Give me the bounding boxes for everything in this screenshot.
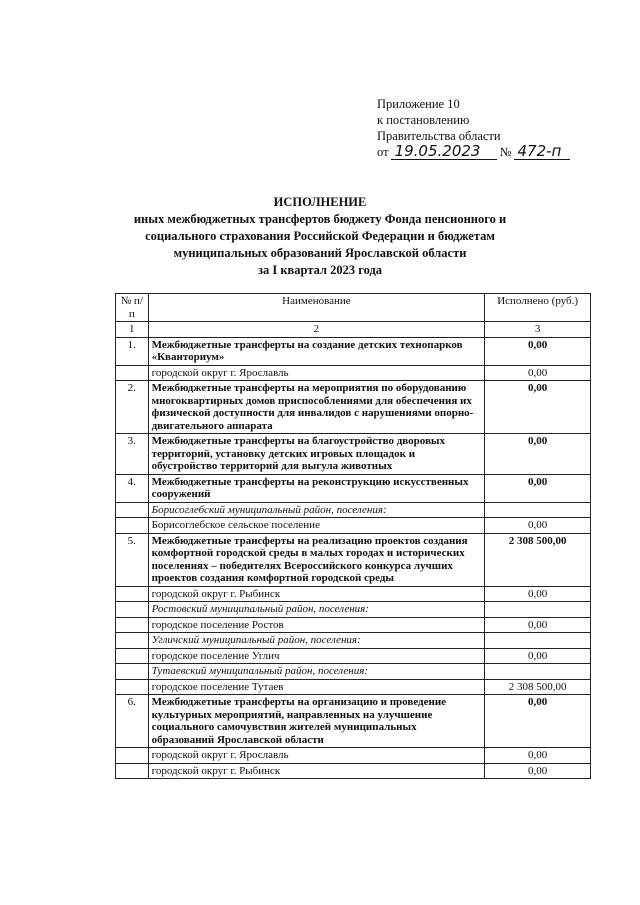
executed-amount: 0,00	[485, 695, 591, 748]
executed-amount: 0,00	[485, 337, 591, 365]
table-row	[116, 748, 591, 764]
header-value: Исполнено (руб.)	[485, 294, 591, 322]
column-number-row	[116, 322, 591, 338]
executed-amount: 0,00	[485, 434, 591, 475]
row-number	[116, 679, 149, 695]
col-number-2: 2	[148, 322, 485, 338]
row-number: 6.	[116, 695, 149, 748]
executed-amount: 2 308 500,00	[485, 679, 591, 695]
recipient-name: Борисоглебское сельское поселение	[148, 518, 485, 534]
table-row	[116, 502, 591, 518]
table-row	[116, 474, 591, 502]
district-name: Борисоглебский муниципальный район, поселения:	[148, 502, 485, 518]
recipient-name: городской округ г. Рыбинск	[148, 763, 485, 779]
transfer-name: Межбюджетные трансферты на мероприятия по оборудованию многоквартирных домов приспособлениями для обеспечения их физической доступности для инвалидов с нарушениями опорно-двигательного аппарата	[148, 381, 485, 434]
table-row	[116, 633, 591, 649]
executed-amount: 0,00	[485, 586, 591, 602]
row-number	[116, 365, 149, 381]
transfer-name: Межбюджетные трансферты на организацию и проведение культурных мероприятий, направленных на улучшение социального самочувствия жителей муниципальных образований Ярославской области	[148, 695, 485, 748]
row-number: 2.	[116, 381, 149, 434]
executed-amount: 0,00	[485, 381, 591, 434]
row-number	[116, 617, 149, 633]
transfer-name: Межбюджетные трансферты на создание детских технопарков «Кванториум»	[148, 337, 485, 365]
table-row	[116, 337, 591, 365]
executed-amount: 0,00	[485, 518, 591, 534]
row-number: 1.	[116, 337, 149, 365]
executed-amount: 0,00	[485, 365, 591, 381]
table-body	[116, 337, 591, 779]
row-number: 4.	[116, 474, 149, 502]
row-number	[116, 502, 149, 518]
table-row	[116, 648, 591, 664]
handwritten-number: 472-п	[514, 144, 570, 160]
executed-amount: 2 308 500,00	[485, 533, 591, 586]
title-line-3: социального страхования Российской Федерации и бюджетам	[145, 229, 495, 243]
table-row	[116, 518, 591, 534]
table-row	[116, 617, 591, 633]
table-row	[116, 763, 591, 779]
recipient-name: городское поселение Тутаев	[148, 679, 485, 695]
row-number	[116, 602, 149, 618]
row-number	[116, 586, 149, 602]
executed-amount: 0,00	[485, 748, 591, 764]
district-name: Угличский муниципальный район, поселения:	[148, 633, 485, 649]
recipient-name: городской округ г. Ярославль	[148, 748, 485, 764]
header-num: № п/п	[116, 294, 149, 322]
executed-amount: 0,00	[485, 617, 591, 633]
table-row	[116, 664, 591, 680]
table-row	[116, 695, 591, 748]
recipient-name: городское поселение Ростов	[148, 617, 485, 633]
col-number-1: 1	[116, 322, 149, 338]
appendix-block	[377, 96, 570, 160]
recipient-name: городской округ г. Ярославль	[148, 365, 485, 381]
row-number	[116, 763, 149, 779]
appendix-line-1: Приложение 10	[377, 97, 460, 111]
executed-amount: 0,00	[485, 474, 591, 502]
row-number: 3.	[116, 434, 149, 475]
col-number-3: 3	[485, 322, 591, 338]
table-row	[116, 365, 591, 381]
title-line-4: муниципальных образований Ярославской области	[173, 246, 467, 260]
header-name: Наименование	[148, 294, 485, 322]
row-number	[116, 518, 149, 534]
date-prefix: от	[377, 145, 389, 159]
appendix-line-2: к постановлению	[377, 113, 470, 127]
title-line-5: за I квартал 2023 года	[257, 263, 383, 277]
row-number	[116, 648, 149, 664]
table-row	[116, 533, 591, 586]
transfer-name: Межбюджетные трансферты на реконструкцию искусственных сооружений	[148, 474, 485, 502]
transfer-name: Межбюджетные трансферты на реализацию проектов создания комфортной городской среды в малых городах и исторических поселениях – победителях Всероссийского конкурса лучших проектов создания комфортной городской среды	[148, 533, 485, 586]
number-prefix: №	[499, 145, 512, 159]
row-number	[116, 748, 149, 764]
table-header-row	[116, 294, 591, 322]
executed-amount: 0,00	[485, 763, 591, 779]
row-number	[116, 633, 149, 649]
title-main: ИСПОЛНЕНИЕ	[273, 195, 367, 209]
recipient-name: городской округ г. Рыбинск	[148, 586, 485, 602]
table-row	[116, 602, 591, 618]
table-row	[116, 679, 591, 695]
document-title	[0, 194, 640, 279]
transfer-name: Межбюджетные трансферты на благоустройство дворовых территорий, установку детских игровых площадок и обустройство территорий для выгула животных	[148, 434, 485, 475]
title-line-2: иных межбюджетных трансфертов бюджету Фонда пенсионного и	[133, 212, 507, 226]
handwritten-date: 19.05.2023	[391, 144, 497, 160]
transfers-table	[115, 293, 591, 779]
executed-amount	[485, 602, 591, 618]
recipient-name: городское поселение Углич	[148, 648, 485, 664]
executed-amount	[485, 502, 591, 518]
table-row	[116, 381, 591, 434]
row-number: 5.	[116, 533, 149, 586]
executed-amount	[485, 633, 591, 649]
district-name: Ростовский муниципальный район, поселения:	[148, 602, 485, 618]
appendix-line-3: Правительства области	[377, 129, 501, 143]
executed-amount	[485, 664, 591, 680]
table-row	[116, 434, 591, 475]
decree-date-number	[377, 144, 570, 160]
table-row	[116, 586, 591, 602]
executed-amount: 0,00	[485, 648, 591, 664]
row-number	[116, 664, 149, 680]
district-name: Тутаевский муниципальный район, поселения:	[148, 664, 485, 680]
